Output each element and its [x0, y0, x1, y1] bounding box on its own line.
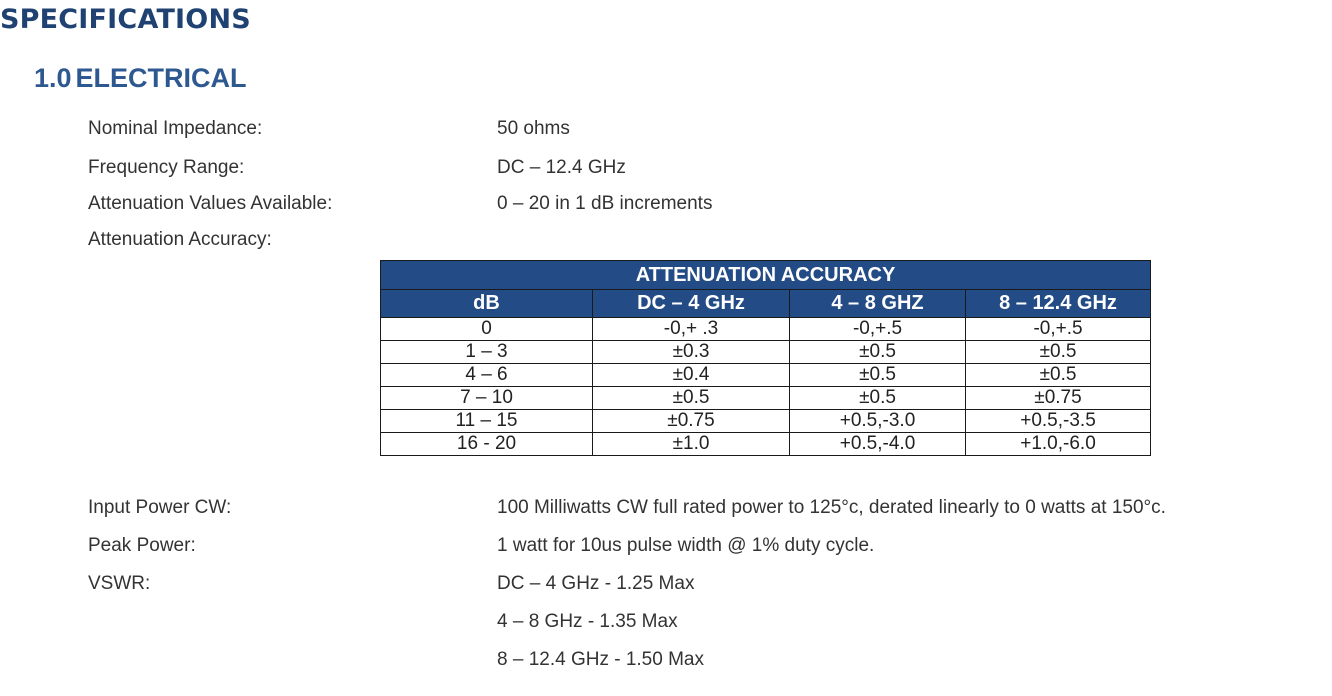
section-heading — [34, 63, 247, 94]
section-number: 1.0 — [34, 63, 72, 93]
table-cell: 7 – 10 — [381, 387, 593, 410]
table-title: ATTENUATION ACCURACY — [381, 261, 1151, 290]
spec-value-nominal-impedance: 50 ohms — [497, 118, 570, 139]
table-cell: 0 — [381, 318, 593, 341]
spec-value-input-power-cw: 100 Milliwatts CW full rated power to 125°c, derated linearly to 0 watts at 150°c. — [497, 497, 1166, 518]
table-row — [381, 387, 1151, 410]
table-cell: ±0.5 — [790, 341, 966, 364]
table-row — [381, 410, 1151, 433]
table-cell: -0,+.5 — [790, 318, 966, 341]
attenuation-accuracy-table — [380, 260, 1151, 456]
table-cell: -0,+ .3 — [593, 318, 790, 341]
table-cell: 4 – 6 — [381, 364, 593, 387]
table-cell: ±0.75 — [966, 387, 1151, 410]
spec-label-input-power-cw: Input Power CW: — [88, 497, 232, 518]
table-cell: ±0.4 — [593, 364, 790, 387]
spec-value-peak-power: 1 watt for 10us pulse width @ 1% duty cycle. — [497, 535, 875, 556]
table-cell: ±0.5 — [593, 387, 790, 410]
spec-label-vswr: VSWR: — [88, 573, 151, 594]
spec-value-vswr-4-8ghz: 4 – 8 GHz - 1.35 Max — [497, 611, 678, 632]
spec-value-attenuation-values: 0 – 20 in 1 dB increments — [497, 193, 713, 214]
table-header-dc-4ghz: DC – 4 GHz — [593, 290, 790, 318]
table-cell: ±0.5 — [966, 341, 1151, 364]
table-cell: ±0.5 — [966, 364, 1151, 387]
table-header-8-12ghz: 8 – 12.4 GHz — [966, 290, 1151, 318]
table-cell: ±0.5 — [790, 387, 966, 410]
table-cell: ±0.3 — [593, 341, 790, 364]
spec-label-nominal-impedance: Nominal Impedance: — [88, 118, 263, 139]
table-cell: +0.5,-4.0 — [790, 433, 966, 456]
spec-label-attenuation-values: Attenuation Values Available: — [88, 193, 333, 214]
table-cell: ±1.0 — [593, 433, 790, 456]
table-cell: +0.5,-3.5 — [966, 410, 1151, 433]
table-row — [381, 318, 1151, 341]
table-cell: -0,+.5 — [966, 318, 1151, 341]
table-row — [381, 364, 1151, 387]
table-cell: 16 - 20 — [381, 433, 593, 456]
table-cell: ±0.75 — [593, 410, 790, 433]
table-cell: 11 – 15 — [381, 410, 593, 433]
section-title: ELECTRICAL — [75, 63, 247, 93]
table-header-db: dB — [381, 290, 593, 318]
spec-label-frequency-range: Frequency Range: — [88, 157, 245, 178]
spec-label-peak-power: Peak Power: — [88, 535, 196, 556]
spec-value-frequency-range: DC – 12.4 GHz — [497, 157, 626, 178]
spec-value-vswr-8-12ghz: 8 – 12.4 GHz - 1.50 Max — [497, 649, 704, 670]
table-cell: +1.0,-6.0 — [966, 433, 1151, 456]
spec-label-attenuation-accuracy: Attenuation Accuracy: — [88, 229, 272, 250]
table-row — [381, 433, 1151, 456]
spec-value-vswr-dc-4ghz: DC – 4 GHz - 1.25 Max — [497, 573, 695, 594]
table-header-4-8ghz: 4 – 8 GHZ — [790, 290, 966, 318]
table-cell: 1 – 3 — [381, 341, 593, 364]
table-row — [381, 341, 1151, 364]
table-cell: ±0.5 — [790, 364, 966, 387]
page-title: SPECIFICATIONS — [0, 4, 251, 35]
table-cell: +0.5,-3.0 — [790, 410, 966, 433]
